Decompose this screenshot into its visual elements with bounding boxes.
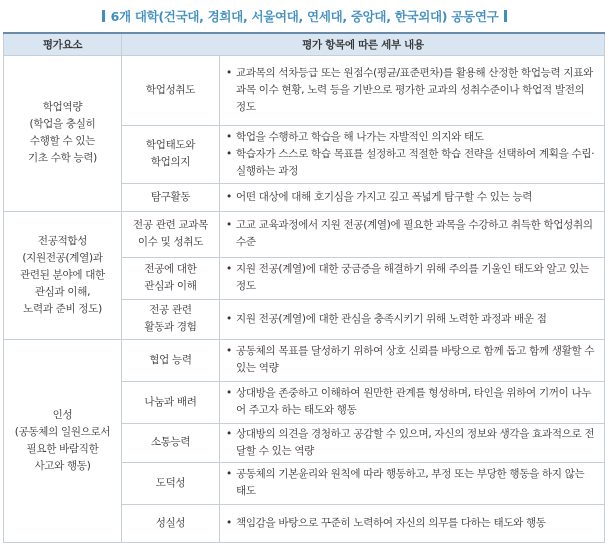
table-row	[4, 339, 605, 381]
description-item	[226, 311, 596, 328]
subitem-cell: 전공 관련 활동과 경험	[122, 299, 220, 339]
description-item	[226, 189, 596, 206]
description-cell	[220, 211, 605, 257]
description-item	[226, 466, 596, 500]
category-cell: 인성 (공동체의 일원으로서 필요한 바람직한 사고와 행동)	[4, 339, 122, 542]
subitem-cell: 탐구활동	[122, 183, 220, 211]
description-cell	[220, 125, 605, 183]
description-text: 고교 교육과정에서 지원 전공(계열)에 필요한 과목을 수강하고 취득한 학업성취의 수준	[236, 219, 593, 248]
description-cell	[220, 299, 605, 339]
description-cell	[220, 183, 605, 211]
bullet-icon: •	[226, 263, 232, 275]
description-item	[226, 217, 596, 251]
category-cell: 전공적합성 (지원전공(계열)과 관련된 분야에 대한 관심과 이해, 노력과 준비 정도)	[4, 211, 122, 339]
table-header-row	[4, 33, 605, 55]
subitem-cell: 학업성취도	[122, 55, 220, 125]
subitem-cell: 전공 관련 교과목 이수 및 성취도	[122, 211, 220, 257]
page-title	[0, 0, 609, 32]
description-item	[226, 65, 596, 116]
bullet-icon: •	[226, 130, 232, 143]
description-text: 책임감을 바탕으로 꾸준히 노력하여 자신의 의무를 다하는 태도와 행동	[236, 516, 546, 529]
description-item	[226, 146, 596, 180]
bullet-icon: •	[226, 312, 232, 325]
description-item	[226, 261, 596, 295]
table-row	[4, 55, 605, 125]
title-left-bar	[102, 10, 105, 22]
bullet-icon: •	[226, 147, 232, 160]
description-text: 상대방을 존중하고 이해하여 원만한 관계를 형성하며, 타인을 위하여 기꺼이 나누어 주고자 하는 태도와 행동	[236, 387, 592, 416]
category-cell: 학업역량 (학업을 충실히 수행할 수 있는 기초 수학 능력)	[4, 55, 122, 211]
description-cell	[220, 423, 605, 462]
subitem-cell: 나눔과 배려	[122, 381, 220, 423]
description-text: 어떤 대상에 대해 호기심을 가지고 깊고 폭넓게 탐구할 수 있는 능력	[236, 190, 533, 203]
subitem-cell: 학업태도와 학업의지	[122, 125, 220, 183]
description-cell	[220, 55, 605, 125]
description-text: 지원 전공(계열)에 대한 관심을 충족시키기 위해 노력한 과정과 배운 점	[236, 312, 547, 325]
description-cell	[220, 504, 605, 542]
description-text: 지원 전공(계열)에 대한 궁금증을 해결하기 위해 주의를 기울인 태도와 알고 있는 정도	[236, 263, 589, 292]
subitem-cell: 소통능력	[122, 423, 220, 462]
bullet-icon: •	[226, 387, 232, 399]
subitem-cell: 도덕성	[122, 462, 220, 504]
bullet-icon: •	[226, 219, 232, 231]
description-text: 공동체의 목표를 달성하기 위하여 상호 신뢰를 바탕으로 함께 돕고 함께 생활할 수 있는 역량	[236, 345, 595, 374]
description-item	[226, 515, 596, 532]
description-cell	[220, 257, 605, 299]
subitem-cell: 성실성	[122, 504, 220, 542]
bullet-icon: •	[226, 345, 232, 357]
description-cell	[220, 462, 605, 504]
description-cell	[220, 381, 605, 423]
description-text: 상대방의 의견을 경청하고 공감할 수 있으며, 자신의 정보와 생각을 효과적으로 전달할 수 있는 역량	[236, 427, 595, 457]
bullet-icon: •	[226, 190, 232, 203]
description-text: 공동체의 기본윤리와 원칙에 따라 행동하고, 부정 또는 부당한 행동을 하지 않는 태도	[236, 468, 585, 497]
title-right-bar	[504, 10, 507, 22]
header-detail: 평가 항목에 따른 세부 내용	[122, 33, 605, 55]
subitem-cell: 전공에 대한 관심과 이해	[122, 257, 220, 299]
description-cell	[220, 339, 605, 381]
title-text: 6개 대학(건국대, 경희대, 서울여대, 연세대, 중앙대, 한국외대) 공동연구	[110, 9, 499, 24]
description-item	[226, 343, 596, 377]
description-text: 학업을 수행하고 학습을 해 나가는 자발적인 의지와 태도	[236, 130, 484, 143]
evaluation-table	[3, 32, 605, 543]
table-row	[4, 211, 605, 257]
header-element: 평가요소	[4, 33, 122, 55]
bullet-icon: •	[226, 427, 232, 440]
bullet-icon: •	[226, 468, 232, 480]
description-item	[226, 385, 596, 419]
description-item	[226, 426, 596, 460]
description-item	[226, 129, 596, 146]
bullet-icon: •	[226, 66, 232, 79]
description-text: 교과목의 석차등급 또는 원점수(평균/표준편차)를 활용해 산정한 학업능력 지표와 과목 이수 현황, 노력 등을 기반으로 평가한 교과의 성취수준이나 학업적 발전의 정도	[236, 66, 593, 113]
bullet-icon: •	[226, 516, 232, 529]
description-text: 학습자가 스스로 학습 목표를 설정하고 적절한 학습 전략을 선택하여 계획을 수립·실행하는 과정	[236, 147, 595, 177]
subitem-cell: 협업 능력	[122, 339, 220, 381]
